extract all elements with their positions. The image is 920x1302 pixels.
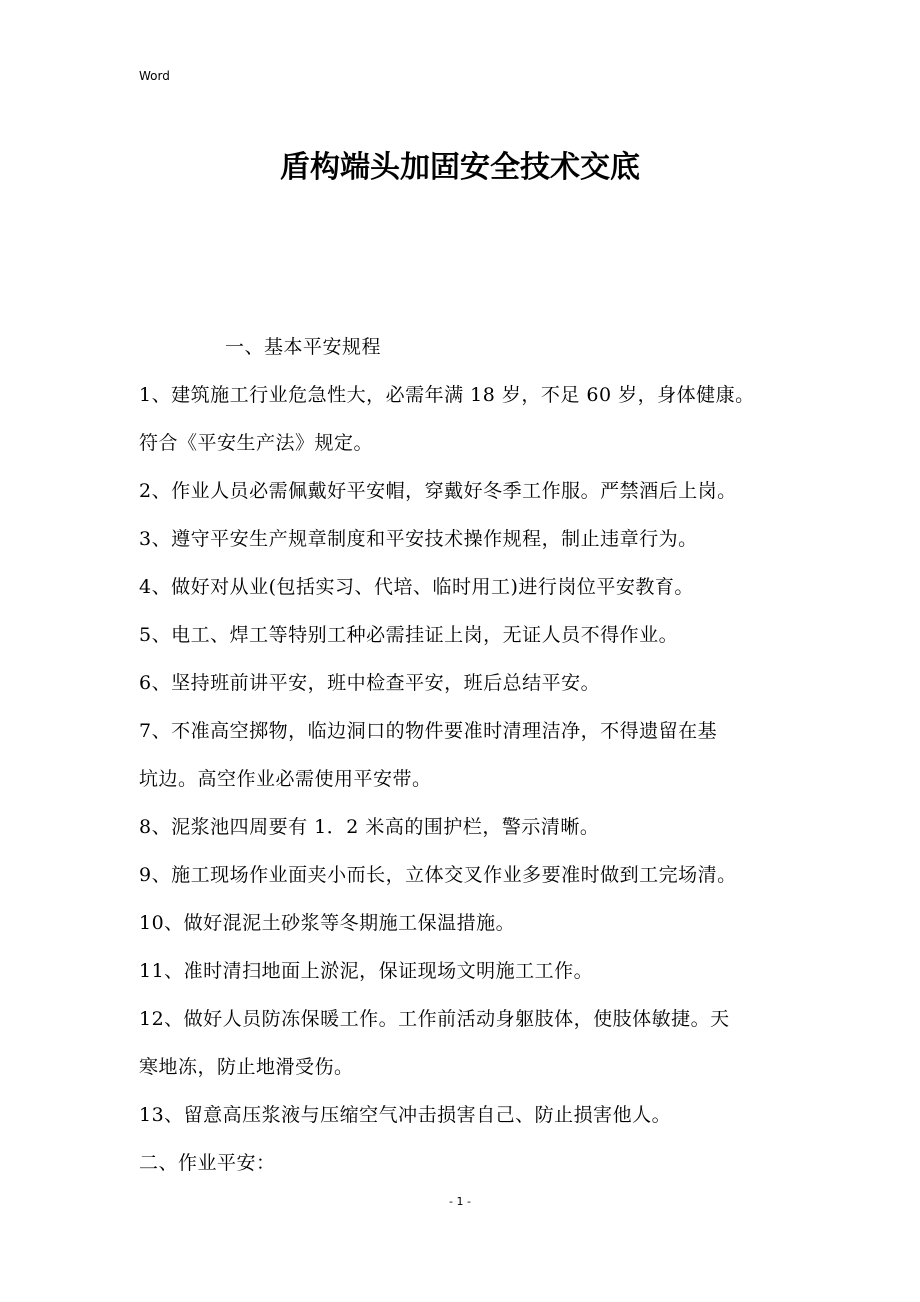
- paragraph-line: 1、建筑施工行业危急性大，必需年满 18 岁，不足 60 岁，身体健康。: [139, 384, 755, 406]
- paragraph-line: 13、留意高压浆液与压缩空气冲击损害自己、防止损害他人。: [139, 1104, 672, 1126]
- paragraph-line: 6、坚持班前讲平安，班中检查平安，班后总结平安。: [139, 672, 601, 694]
- paragraph-line: 11、准时清扫地面上淤泥，保证现场文明施工工作。: [139, 960, 594, 982]
- section-heading-work-safety: 二、作业平安：: [139, 1152, 276, 1174]
- paragraph-line: 符合《平安生产法》规定。: [139, 432, 374, 454]
- paragraph-line: 寒地冻，防止地滑受伤。: [139, 1056, 354, 1078]
- paragraph-line: 3、遵守平安生产规章制度和平安技术操作规程，制止违章行为。: [139, 528, 698, 550]
- paragraph-line: 12、做好人员防冻保暖工作。工作前活动身躯肢体，使肢体敏捷。天: [139, 1008, 730, 1030]
- header-label: Word: [139, 69, 170, 83]
- paragraph-line: 5、电工、焊工等特别工种必需挂证上岗，无证人员不得作业。: [139, 624, 679, 646]
- document-title: 盾构端头加固安全技术交底: [280, 150, 640, 185]
- paragraph-line: 9、施工现场作业面夹小而长，立体交叉作业多要准时做到工完场清。: [139, 864, 737, 886]
- document-body: [139, 323, 799, 1187]
- paragraph-line: 10、做好混泥土砂浆等冬期施工保温措施。: [139, 912, 516, 934]
- paragraph-line: 2、作业人员必需佩戴好平安帽，穿戴好冬季工作服。严禁酒后上岗。: [139, 480, 737, 502]
- paragraph-line: 坑边。高空作业必需使用平安带。: [139, 768, 432, 790]
- paragraph-line: 8、泥浆池四周要有 1．2 米高的围护栏，警示清晰。: [139, 816, 600, 838]
- page-number: - 1 -: [449, 1195, 471, 1208]
- paragraph-line: 7、不准高空掷物，临边洞口的物件要准时清理洁净，不得遗留在基: [139, 720, 718, 742]
- section-heading-basic-rules: 一、基本平安规程: [225, 336, 382, 358]
- paragraph-line: 4、做好对从业(包括实习、代培、临时用工)进行岗位平安教育。: [139, 576, 694, 598]
